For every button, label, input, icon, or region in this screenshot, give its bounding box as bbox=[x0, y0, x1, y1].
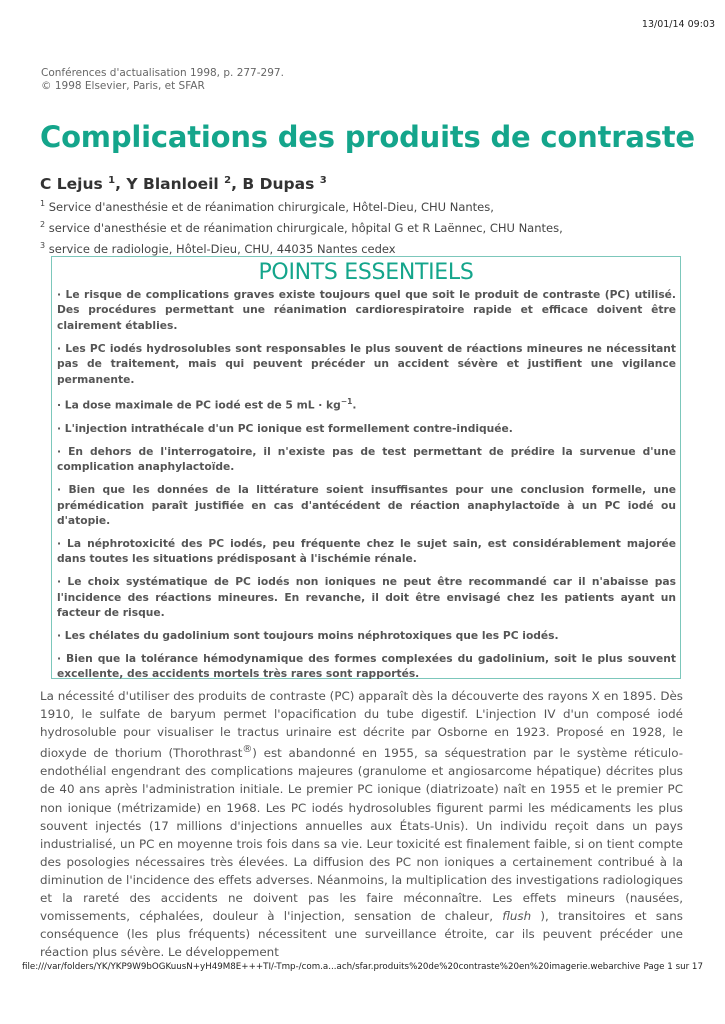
conference-line: Conférences d'actualisation 1998, p. 277-297. bbox=[41, 67, 284, 79]
italic-term: flush bbox=[502, 909, 532, 924]
author-list: C Lejus $^1$, Y Blanloeil $^2$, B Dupas $^3$ bbox=[40, 175, 327, 194]
key-point: · Le risque de complications graves existe toujours quel que soit le produit de contraste (PC) utilisé. Des procédures permettant une réanimation cardiorespiratoire rapide et efficace doivent être clairement établies. bbox=[57, 288, 676, 332]
author-ref[interactable]: 1 bbox=[108, 175, 116, 186]
key-points-list bbox=[57, 287, 676, 689]
affiliation-item: $^1$ Service d'anesthésie et de réanimation chirurgicale, Hôtel-Dieu, CHU Nantes, bbox=[40, 199, 494, 214]
key-point: · La néphrotoxicité des PC iodés, peu fréquente chez le sujet sain, est considérablement majorée dans toutes les situations prédisposant à l'ischémie rénale. bbox=[57, 536, 676, 566]
author-name: Y Blanloeil bbox=[126, 175, 219, 194]
copyright-line: © 1998 Elsevier, Paris, et SFAR bbox=[41, 80, 205, 92]
body-paragraph: La nécessité d'utiliser des produits de contraste (PC) apparaît dès la découverte des rayons X en 1895. Dès 1910, le sulfate de baryum permet l'opacification du tube digestif. L'injection IV d'un composé iodé hydrosoluble pour visualiser le tractus urinaire est décrite par Osborne en 1923. Proposé en 1928, le dioxyde de thorium (Thorothrast®) est abandonné en 1955, sa séquestration par le système réticulo-endothélial engendrant des complications majeures (granulome et angiosarcome hépatique) décrites plus de 40 ans après l'administration initiale. Le premier PC ionique (diatrizoate) naît en 1955 et le premier PC non ionique (métrizamide) en 1968. Les PC iodés hydrosolubles figurent parmi les médicaments les plus souvent injectés (17 millions d'injections annuelles aux États-Unis). Un individu reçoit dans un pays industrialisé, un PC en moyenne trois fois dans sa vie. Leur toxicité est finalement faible, si on tient compte des posologies nécessaires très élevées. La diffusion des PC non ioniques a certainement contribué à la diminution de l'incidence des effets adverses. Néanmoins, la multiplication des investigations radiologiques et la rareté des accidents ne doivent pas les faire méconnaître. Les effets mineurs (nausées, vomissements, céphalées, douleur à l'injection, sensation de chaleur, flush ), transitoires et sans conséquence (les plus fréquents) nécessitent une surveillance étroite, car ils peuvent précéder une réaction plus sévère. Le développement bbox=[40, 689, 684, 960]
key-point: · L'injection intrathécale d'un PC ionique est formellement contre-indiquée. bbox=[57, 421, 513, 435]
key-point: · Bien que la tolérance hémodynamique des formes complexées du gadolinium, soit le plus souvent excellente, des accidents mortels très rares sont rapportés. bbox=[57, 651, 676, 681]
registered-mark: ® bbox=[242, 744, 253, 756]
footer-file-path: file:///var/folders/YK/YKP9W9bOGKuusN+yH49M8E+++TI/-Tmp-/com.a...ach/sfar.produits%20de%20contraste%20en%20imagerie.webarchive bbox=[22, 962, 641, 972]
page-title: Complications des produits de contraste bbox=[40, 120, 695, 154]
key-points-box bbox=[51, 256, 681, 679]
print-timestamp: 13/01/14 09:03 bbox=[641, 19, 715, 30]
affiliation-item: $^3$ service de radiologie, Hôtel-Dieu, CHU, 44035 Nantes cedex bbox=[40, 240, 396, 256]
key-point: · En dehors de l'interrogatoire, il n'existe pas de test permettant de prédire la survenue d'une complication anaphylactoïde. bbox=[57, 444, 676, 474]
conference-reference bbox=[41, 67, 284, 93]
key-point: · Bien que les données de la littérature soient insuffisantes pour une conclusion formelle, une prémédication paraît justifiée en cas d'antécédent de réaction anaphylactoïde à un PC iodé ou d'atopie. bbox=[57, 483, 676, 527]
author-name: C Lejus bbox=[40, 175, 103, 194]
author-ref[interactable]: 2 bbox=[224, 175, 232, 186]
key-point: · Les chélates du gadolinium sont toujours moins néphrotoxiques que les PC iodés. bbox=[57, 628, 559, 642]
key-point-dose: · La dose maximale de PC iodé est de 5 mL · $kg^{-1}$. bbox=[57, 397, 357, 412]
affiliation-item: $^2$ service d'anesthésie et de réanimation chirurgicale, hôpital G et R Laënnec, CHU Nantes, bbox=[40, 219, 563, 235]
key-point: · Les PC iodés hydrosolubles sont responsables le plus souvent de réactions mineures ne nécessitant pas de traitement, mais qui peuvent précéder un accident sévère et justifient une vigilance permanente. bbox=[57, 341, 676, 386]
key-point: · Le choix systématique de PC iodés non ioniques ne peut être recommandé car il n'abaisse pas l'incidence des réactions mineures. En revanche, il doit être envisagé chez les patients ayant un facteur de risque. bbox=[57, 575, 676, 619]
footer-page-number: Page 1 sur 17 bbox=[643, 962, 703, 972]
author-ref[interactable]: 3 bbox=[319, 175, 327, 186]
author-name: B Dupas bbox=[242, 175, 315, 194]
affiliation-list bbox=[40, 195, 563, 257]
key-points-title: POINTS ESSENTIELS bbox=[258, 260, 474, 285]
